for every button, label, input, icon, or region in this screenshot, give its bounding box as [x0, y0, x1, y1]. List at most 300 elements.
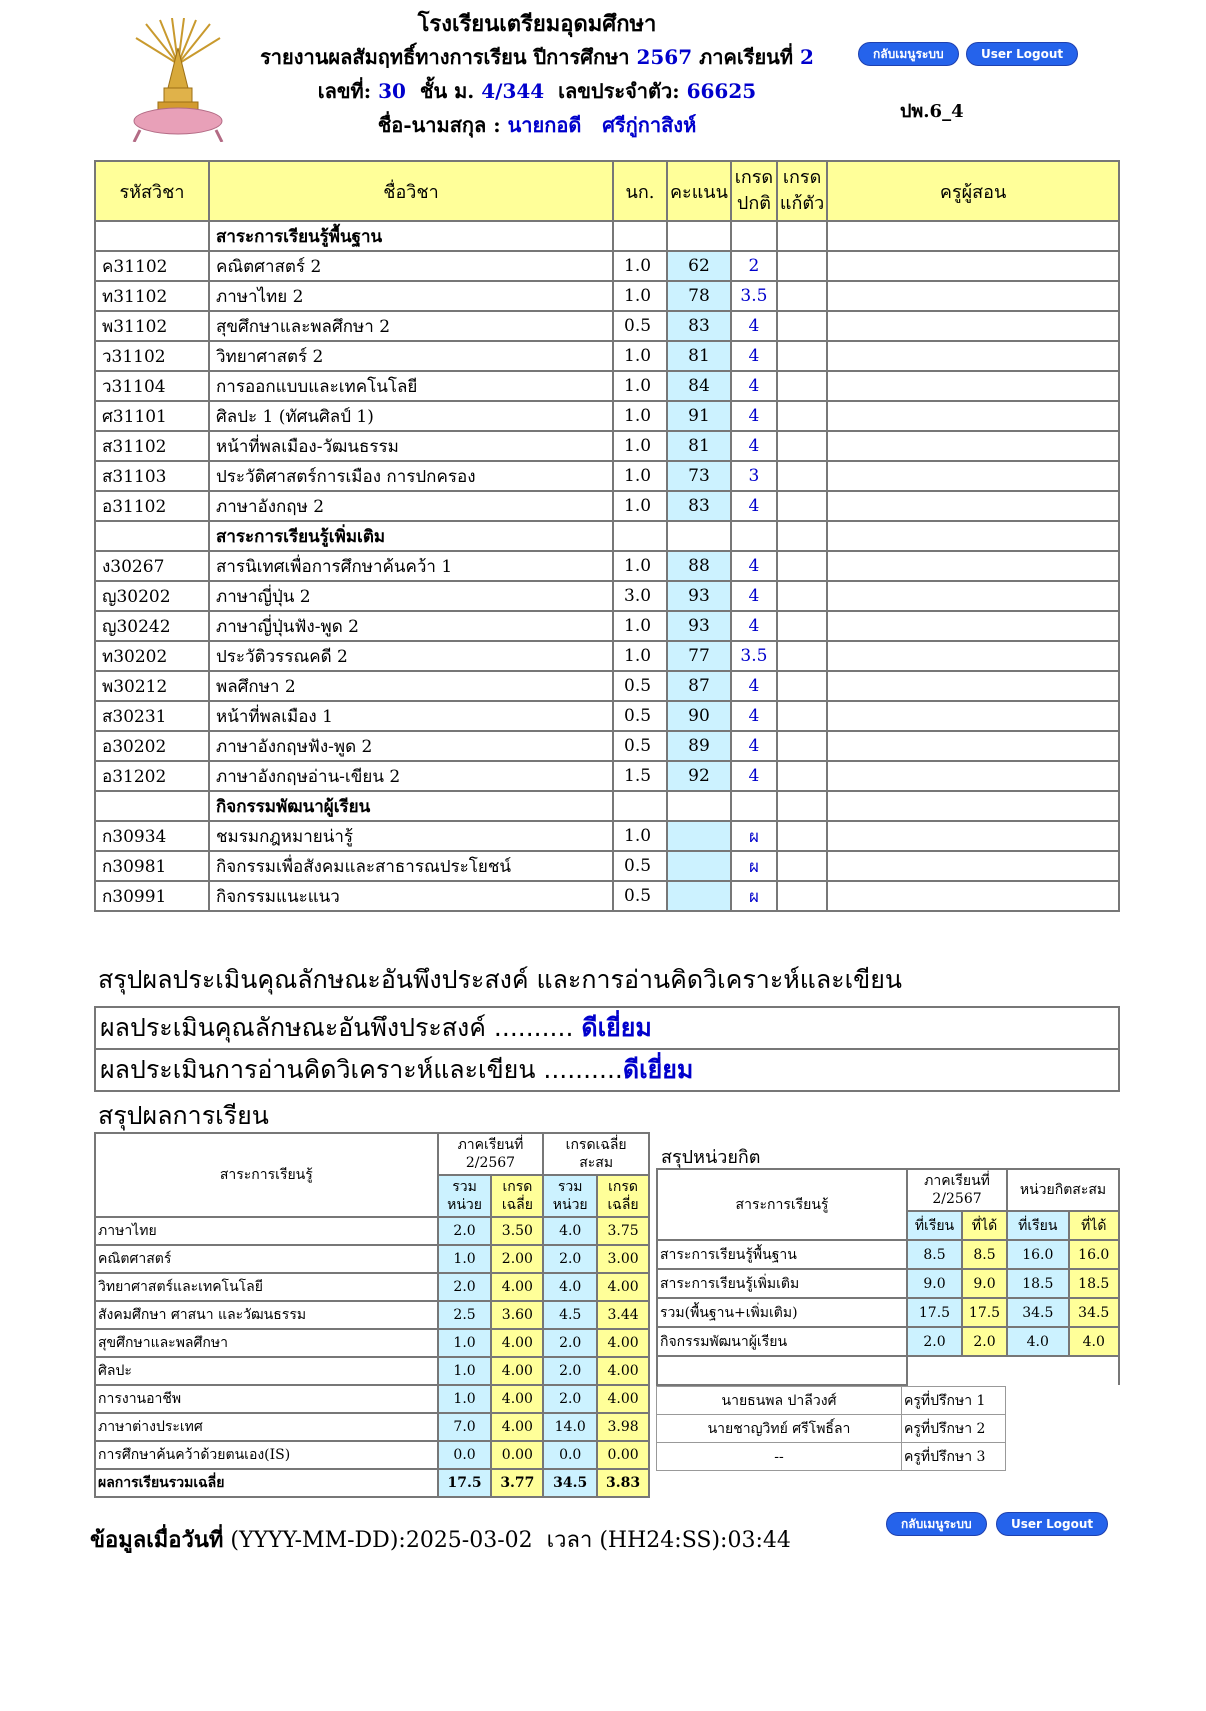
- reading-eval: ผลประเมินการอ่านคิดวิเคราะห์และเขียน ..........ดีเยี่ยม: [95, 1049, 1119, 1091]
- cum-units: 0.0: [543, 1441, 597, 1469]
- grade-row: [95, 731, 1119, 761]
- subject-unit: 0.5: [613, 731, 667, 761]
- cum-gpa: 4.00: [597, 1273, 649, 1301]
- teacher-name: [827, 491, 1119, 521]
- teacher-cell: [827, 791, 1119, 821]
- credit-area: สาระการเรียนรู้เพิ่มเติม: [657, 1269, 907, 1298]
- score-cell: [667, 791, 731, 821]
- col-cum-units: รวม หน่วย: [543, 1175, 597, 1217]
- subject-grade: 4: [731, 491, 777, 521]
- cum-units: 4.0: [543, 1217, 597, 1245]
- term-units: 2.0: [438, 1217, 492, 1245]
- teacher-name: [827, 461, 1119, 491]
- cum-units: 2.0: [543, 1329, 597, 1357]
- subject-name: ชมรมกฎหมายน่ารู้: [209, 821, 613, 851]
- teacher-name: [827, 251, 1119, 281]
- col-credit-term-earned: ที่ได้: [962, 1211, 1007, 1240]
- remedial-grade: [777, 371, 827, 401]
- area-name: คณิตศาสตร์: [95, 1245, 438, 1273]
- credit-term-earned: 9.0: [962, 1269, 1007, 1298]
- evaluation-table: [94, 1006, 1120, 1092]
- term-gpa: 4.00: [491, 1385, 543, 1413]
- cum-units: 14.0: [543, 1413, 597, 1441]
- summary-row: [95, 1301, 649, 1329]
- teacher-name: [827, 761, 1119, 791]
- grade-row: [95, 371, 1119, 401]
- subject-grade: 4: [731, 401, 777, 431]
- col-credit-cum-taken: ที่เรียน: [1007, 1211, 1068, 1240]
- subject-grade: ผ: [731, 851, 777, 881]
- credit-area: รวม(พื้นฐาน+เพิ่มเติม): [657, 1298, 907, 1327]
- col-term-units: รวม หน่วย: [438, 1175, 492, 1217]
- term-units: 1.0: [438, 1245, 492, 1273]
- subject-name: ภาษาอังกฤษฟัง-พูด 2: [209, 731, 613, 761]
- credits-summary-table: [656, 1168, 1120, 1386]
- subject-grade: 4: [731, 341, 777, 371]
- subject-grade: 3: [731, 461, 777, 491]
- teacher-name: [827, 581, 1119, 611]
- subject-score: 81: [667, 341, 731, 371]
- subject-grade: 4: [731, 761, 777, 791]
- subject-name: กิจกรรมเพื่อสังคมและสาธารณประโยชน์: [209, 851, 613, 881]
- grade-row: [95, 761, 1119, 791]
- credit-term-taken: 8.5: [907, 1240, 962, 1269]
- section-row: [95, 521, 1119, 551]
- subject-name: วิทยาศาสตร์ 2: [209, 341, 613, 371]
- advisor-role: ครูที่ปรึกษา 2: [902, 1415, 1006, 1443]
- grade-row: [95, 671, 1119, 701]
- term-gpa: 2.00: [491, 1245, 543, 1273]
- subject-score: 84: [667, 371, 731, 401]
- cum-gpa: 3.44: [597, 1301, 649, 1329]
- subject-unit: 1.0: [613, 251, 667, 281]
- subject-code: ว31104: [95, 371, 209, 401]
- teacher-name: [827, 341, 1119, 371]
- subject-code: ศ31101: [95, 401, 209, 431]
- score-cell: [667, 521, 731, 551]
- remedial-grade: [777, 851, 827, 881]
- subject-grade: 4: [731, 371, 777, 401]
- student-info: เลขที่: 30 ชั้น ม. 4/344 เลขประจำตัว: 66625: [317, 79, 757, 103]
- credit-row: [657, 1269, 1119, 1298]
- subject-unit: 1.0: [613, 491, 667, 521]
- subject-name: พลศึกษา 2: [209, 671, 613, 701]
- col-code: รหัสวิชา: [95, 161, 209, 221]
- teacher-name: [827, 881, 1119, 911]
- subject-name: หน้าที่พลเมือง 1: [209, 701, 613, 731]
- grade-row: [95, 641, 1119, 671]
- remedial-grade: [777, 761, 827, 791]
- teacher-name: [827, 821, 1119, 851]
- section-name: สาระการเรียนรู้พื้นฐาน: [209, 221, 613, 251]
- academic-year: 2567: [636, 45, 693, 69]
- remedial-grade: [777, 731, 827, 761]
- subject-grade: 3.5: [731, 641, 777, 671]
- report-title: รายงานผลสัมฤทธิ์ทางการเรียน ปีการศึกษา 2567 ภาคเรียนที่ 2: [260, 45, 814, 69]
- col-grade: เกรด ปกติ: [731, 161, 777, 221]
- advisor-name: นายชาญวิทย์ ศรีโพธิ์ลา: [657, 1415, 902, 1443]
- subject-code: ว31102: [95, 341, 209, 371]
- col-term-group: ภาคเรียนที่ 2/2567: [438, 1133, 544, 1175]
- term-gpa: 0.00: [491, 1441, 543, 1469]
- credit-cum-taken: 18.5: [1007, 1269, 1068, 1298]
- col-credit-area: สาระการเรียนรู้: [657, 1169, 907, 1240]
- subject-name: ภาษาอังกฤษ 2: [209, 491, 613, 521]
- evaluation-title: สรุปผลประเมินคุณลักษณะอันพึงประสงค์ และการอ่านคิดวิเคราะห์และเขียน: [98, 965, 902, 994]
- student-name-line: ชื่อ-นามสกุล : นายกอดี ศรีกู่กาสิงห์: [377, 113, 697, 137]
- remedial-grade: [777, 431, 827, 461]
- code-cell: [95, 221, 209, 251]
- subject-score: 73: [667, 461, 731, 491]
- subject-grade: 3.5: [731, 281, 777, 311]
- col-term-gpa: เกรด เฉลี่ย: [491, 1175, 543, 1217]
- subject-score: 89: [667, 731, 731, 761]
- area-name: การงานอาชีพ: [95, 1385, 438, 1413]
- subject-grade: 2: [731, 251, 777, 281]
- grade-row: [95, 581, 1119, 611]
- teacher-cell: [827, 221, 1119, 251]
- advisor-name: นายธนพล ปาลีวงศ์: [657, 1387, 902, 1415]
- col-subject-name: ชื่อวิชา: [209, 161, 613, 221]
- teacher-name: [827, 701, 1119, 731]
- total-cum-gpa: 3.83: [597, 1469, 649, 1497]
- section-name: สาระการเรียนรู้เพิ่มเติม: [209, 521, 613, 551]
- teacher-name: [827, 671, 1119, 701]
- grade-row: [95, 611, 1119, 641]
- total-term-units: 17.5: [438, 1469, 492, 1497]
- credit-cum-taken: 4.0: [1007, 1327, 1068, 1356]
- subject-grade: 4: [731, 431, 777, 461]
- advisor-role: ครูที่ปรึกษา 3: [902, 1443, 1006, 1471]
- advisor-table: [656, 1386, 1006, 1471]
- grade-row: [95, 821, 1119, 851]
- subject-name: ภาษาญี่ปุ่นฟัง-พูด 2: [209, 611, 613, 641]
- subject-grade: ผ: [731, 821, 777, 851]
- col-unit: นก.: [613, 161, 667, 221]
- subject-code: ง30267: [95, 551, 209, 581]
- col-cumulative-group: เกรดเฉลี่ย สะสม: [543, 1133, 649, 1175]
- term-units: 2.0: [438, 1273, 492, 1301]
- cum-gpa: 3.00: [597, 1245, 649, 1273]
- subject-unit: 0.5: [613, 851, 667, 881]
- col-credit-cum-earned: ที่ได้: [1069, 1211, 1119, 1240]
- subject-score: [667, 851, 731, 881]
- subject-score: 93: [667, 611, 731, 641]
- area-name: ศิลปะ: [95, 1357, 438, 1385]
- cum-gpa: 4.00: [597, 1357, 649, 1385]
- term-gpa: 4.00: [491, 1357, 543, 1385]
- subject-score: 91: [667, 401, 731, 431]
- summary-row: [95, 1245, 649, 1273]
- term-units: 7.0: [438, 1413, 492, 1441]
- subject-name: ภาษาอังกฤษอ่าน-เขียน 2: [209, 761, 613, 791]
- section-name: กิจกรรมพัฒนาผู้เรียน: [209, 791, 613, 821]
- subject-code: ญ30202: [95, 581, 209, 611]
- advisor-row: [657, 1387, 1006, 1415]
- cum-units: 2.0: [543, 1357, 597, 1385]
- subject-code: ส31102: [95, 431, 209, 461]
- subject-code: ส30231: [95, 701, 209, 731]
- credit-row: [657, 1240, 1119, 1269]
- reading-eval-value: ดีเยี่ยม: [622, 1055, 694, 1084]
- col-score: คะแนน: [667, 161, 731, 221]
- subject-grade: 4: [731, 551, 777, 581]
- subject-name: สุขศึกษาและพลศึกษา 2: [209, 311, 613, 341]
- term-units: 1.0: [438, 1329, 492, 1357]
- report-header: [232, 8, 842, 142]
- credit-term-taken: 9.0: [907, 1269, 962, 1298]
- term-gpa: 4.00: [491, 1413, 543, 1441]
- credit-row: [657, 1298, 1119, 1327]
- area-name: ภาษาไทย: [95, 1217, 438, 1245]
- subject-code: ก30981: [95, 851, 209, 881]
- subject-unit: 1.0: [613, 341, 667, 371]
- remedial-grade: [777, 311, 827, 341]
- subject-unit: 0.5: [613, 881, 667, 911]
- grade-row: [95, 461, 1119, 491]
- grade-cell: [731, 221, 777, 251]
- code-cell: [95, 521, 209, 551]
- subject-name: กิจกรรมแนะแนว: [209, 881, 613, 911]
- grades-table: [94, 160, 1120, 912]
- code-cell: [95, 791, 209, 821]
- subject-code: อ30202: [95, 731, 209, 761]
- summary-row: [95, 1217, 649, 1245]
- class-room: 4/344: [481, 79, 545, 103]
- subject-score: 81: [667, 431, 731, 461]
- remedial-grade: [777, 641, 827, 671]
- col-credit-term: ภาคเรียนที่ 2/2567: [907, 1169, 1007, 1211]
- summary-row: [95, 1385, 649, 1413]
- grade-row: [95, 701, 1119, 731]
- credit-cum-earned: 34.5: [1069, 1298, 1119, 1327]
- teacher-name: [827, 641, 1119, 671]
- term-units: 1.0: [438, 1385, 492, 1413]
- subject-score: 87: [667, 671, 731, 701]
- term-units: 2.5: [438, 1301, 492, 1329]
- grade-row: [95, 551, 1119, 581]
- remedial-grade: [777, 551, 827, 581]
- subject-name: คณิตศาสตร์ 2: [209, 251, 613, 281]
- cum-units: 2.0: [543, 1385, 597, 1413]
- remedial-grade: [777, 341, 827, 371]
- teacher-name: [827, 851, 1119, 881]
- subject-score: 90: [667, 701, 731, 731]
- subject-grade: 4: [731, 701, 777, 731]
- subject-grade: 4: [731, 581, 777, 611]
- subject-unit: 1.0: [613, 551, 667, 581]
- subject-score: 77: [667, 641, 731, 671]
- teacher-name: [827, 551, 1119, 581]
- teacher-name: [827, 401, 1119, 431]
- summary-row: [95, 1273, 649, 1301]
- subject-grade: 4: [731, 731, 777, 761]
- subject-score: 78: [667, 281, 731, 311]
- remedial-grade: [777, 251, 827, 281]
- subject-unit: 1.0: [613, 371, 667, 401]
- back-to-menu-button-bottom[interactable]: กลับเมนูระบบ: [886, 1512, 987, 1536]
- credit-term-earned: 2.0: [962, 1327, 1007, 1356]
- subject-score: 92: [667, 761, 731, 791]
- total-label: ผลการเรียนรวมเฉลี่ย: [95, 1469, 438, 1497]
- subject-grade: 4: [731, 671, 777, 701]
- logout-button-bottom[interactable]: User Logout: [996, 1512, 1108, 1536]
- advisor-name: --: [657, 1443, 902, 1471]
- timestamp-text: (YYYY-MM-DD):2025-03-02 เวลา (HH24:SS):03:44: [223, 1528, 791, 1553]
- grade-row: [95, 881, 1119, 911]
- remedial-grade: [777, 881, 827, 911]
- grade-cell: [731, 521, 777, 551]
- advisor-row: [657, 1415, 1006, 1443]
- credit-cum-taken: 16.0: [1007, 1240, 1068, 1269]
- subject-name: ประวัติวรรณคดี 2: [209, 641, 613, 671]
- term-units: 1.0: [438, 1357, 492, 1385]
- subject-unit: 1.0: [613, 611, 667, 641]
- grade-row: [95, 851, 1119, 881]
- area-name: สังคมศึกษา ศาสนา และวัฒนธรรม: [95, 1301, 438, 1329]
- subject-name: ประวัติศาสตร์การเมือง การปกครอง: [209, 461, 613, 491]
- subject-unit: 1.0: [613, 641, 667, 671]
- subject-code: อ31102: [95, 491, 209, 521]
- section-row: [95, 791, 1119, 821]
- teacher-name: [827, 371, 1119, 401]
- col-teacher: ครูผู้สอน: [827, 161, 1119, 221]
- credit-cum-earned: 4.0: [1069, 1327, 1119, 1356]
- section-row: [95, 221, 1119, 251]
- credit-row: [657, 1327, 1119, 1356]
- credit-area: กิจกรรมพัฒนาผู้เรียน: [657, 1327, 907, 1356]
- unit-cell: [613, 221, 667, 251]
- remedial-grade: [777, 491, 827, 521]
- term-gpa: 4.00: [491, 1329, 543, 1357]
- remedial-grade: [777, 671, 827, 701]
- document-code: ปพ.6_4: [900, 101, 964, 122]
- credit-cum-earned: 18.5: [1069, 1269, 1119, 1298]
- grade-row: [95, 401, 1119, 431]
- unit-cell: [613, 791, 667, 821]
- total-cum-units: 34.5: [543, 1469, 597, 1497]
- grade-row: [95, 251, 1119, 281]
- subject-name: การออกแบบและเทคโนโลยี: [209, 371, 613, 401]
- summary-row: [95, 1413, 649, 1441]
- col-remedial-grade: เกรด แก้ตัว: [777, 161, 827, 221]
- subject-code: ส31103: [95, 461, 209, 491]
- subject-score: 83: [667, 491, 731, 521]
- subject-name: ศิลปะ 1 (ทัศนศิลป์ 1): [209, 401, 613, 431]
- area-name: สุขศึกษาและพลศึกษา: [95, 1329, 438, 1357]
- subject-code: ญ30242: [95, 611, 209, 641]
- cum-units: 2.0: [543, 1245, 597, 1273]
- score-cell: [667, 221, 731, 251]
- subject-unit: 1.0: [613, 431, 667, 461]
- subject-unit: 3.0: [613, 581, 667, 611]
- subject-score: 83: [667, 311, 731, 341]
- credits-title: สรุปหน่วยกิต: [661, 1147, 761, 1168]
- subject-unit: 1.0: [613, 461, 667, 491]
- cum-gpa: 3.75: [597, 1217, 649, 1245]
- school-name: โรงเรียนเตรียมอุดมศึกษา: [417, 11, 657, 37]
- credit-term-taken: 2.0: [907, 1327, 962, 1356]
- cum-gpa: 4.00: [597, 1385, 649, 1413]
- cum-units: 4.0: [543, 1273, 597, 1301]
- remedial-cell: [777, 791, 827, 821]
- back-to-menu-button[interactable]: กลับเมนูระบบ: [858, 42, 959, 66]
- total-term-gpa: 3.77: [491, 1469, 543, 1497]
- term-gpa: 3.50: [491, 1217, 543, 1245]
- area-name: วิทยาศาสตร์และเทคโนโลยี: [95, 1273, 438, 1301]
- credit-term-taken: 17.5: [907, 1298, 962, 1327]
- term-units: 0.0: [438, 1441, 492, 1469]
- area-name: ภาษาต่างประเทศ: [95, 1413, 438, 1441]
- remedial-cell: [777, 221, 827, 251]
- grade-row: [95, 491, 1119, 521]
- area-name: การศึกษาค้นคว้าด้วยตนเอง(IS): [95, 1441, 438, 1469]
- subject-grade: ผ: [731, 881, 777, 911]
- subject-code: ท31102: [95, 281, 209, 311]
- blank-cell: [657, 1356, 907, 1385]
- subject-unit: 1.0: [613, 281, 667, 311]
- subject-score: 62: [667, 251, 731, 281]
- teacher-name: [827, 311, 1119, 341]
- logout-button[interactable]: User Logout: [966, 42, 1078, 66]
- school-emblem-logo: [126, 18, 230, 142]
- subject-code: ค31102: [95, 251, 209, 281]
- credit-term-earned: 17.5: [962, 1298, 1007, 1327]
- credit-cum-earned: 16.0: [1069, 1240, 1119, 1269]
- remedial-grade: [777, 461, 827, 491]
- remedial-grade: [777, 401, 827, 431]
- term-gpa: 4.00: [491, 1273, 543, 1301]
- remedial-grade: [777, 581, 827, 611]
- remedial-grade: [777, 281, 827, 311]
- subject-score: [667, 881, 731, 911]
- advisor-row: [657, 1443, 1006, 1471]
- character-eval-value: ดีเยี่ยม: [581, 1013, 652, 1042]
- subject-name: สารนิเทศเพื่อการศึกษาค้นคว้า 1: [209, 551, 613, 581]
- col-area: สาระการเรียนรู้: [95, 1133, 438, 1217]
- subject-name: ภาษาญี่ปุ่น 2: [209, 581, 613, 611]
- cum-gpa: 0.00: [597, 1441, 649, 1469]
- unit-cell: [613, 521, 667, 551]
- credit-term-earned: 8.5: [962, 1240, 1007, 1269]
- subject-unit: 0.5: [613, 671, 667, 701]
- subject-code: พ31102: [95, 311, 209, 341]
- subject-score: 88: [667, 551, 731, 581]
- cum-units: 4.5: [543, 1301, 597, 1329]
- cum-gpa: 4.00: [597, 1329, 649, 1357]
- subject-unit: 1.0: [613, 821, 667, 851]
- subject-unit: 1.0: [613, 401, 667, 431]
- teacher-name: [827, 731, 1119, 761]
- remedial-grade: [777, 821, 827, 851]
- grade-cell: [731, 791, 777, 821]
- cum-gpa: 3.98: [597, 1413, 649, 1441]
- summary-row: [95, 1329, 649, 1357]
- col-cum-gpa: เกรด เฉลี่ย: [597, 1175, 649, 1217]
- subject-unit: 0.5: [613, 311, 667, 341]
- subject-unit: 1.5: [613, 761, 667, 791]
- remedial-grade: [777, 701, 827, 731]
- blank-cell: [907, 1356, 1119, 1385]
- term-number: 2: [800, 45, 814, 69]
- student-id: 66625: [686, 79, 757, 103]
- teacher-name: [827, 281, 1119, 311]
- data-timestamp: ข้อมูลเมื่อวันที่ (YYYY-MM-DD):2025-03-02 เวลา (HH24:SS):03:44: [90, 1528, 791, 1553]
- subject-score: 93: [667, 581, 731, 611]
- col-credit-term-taken: ที่เรียน: [907, 1211, 962, 1240]
- term-gpa: 3.60: [491, 1301, 543, 1329]
- teacher-name: [827, 611, 1119, 641]
